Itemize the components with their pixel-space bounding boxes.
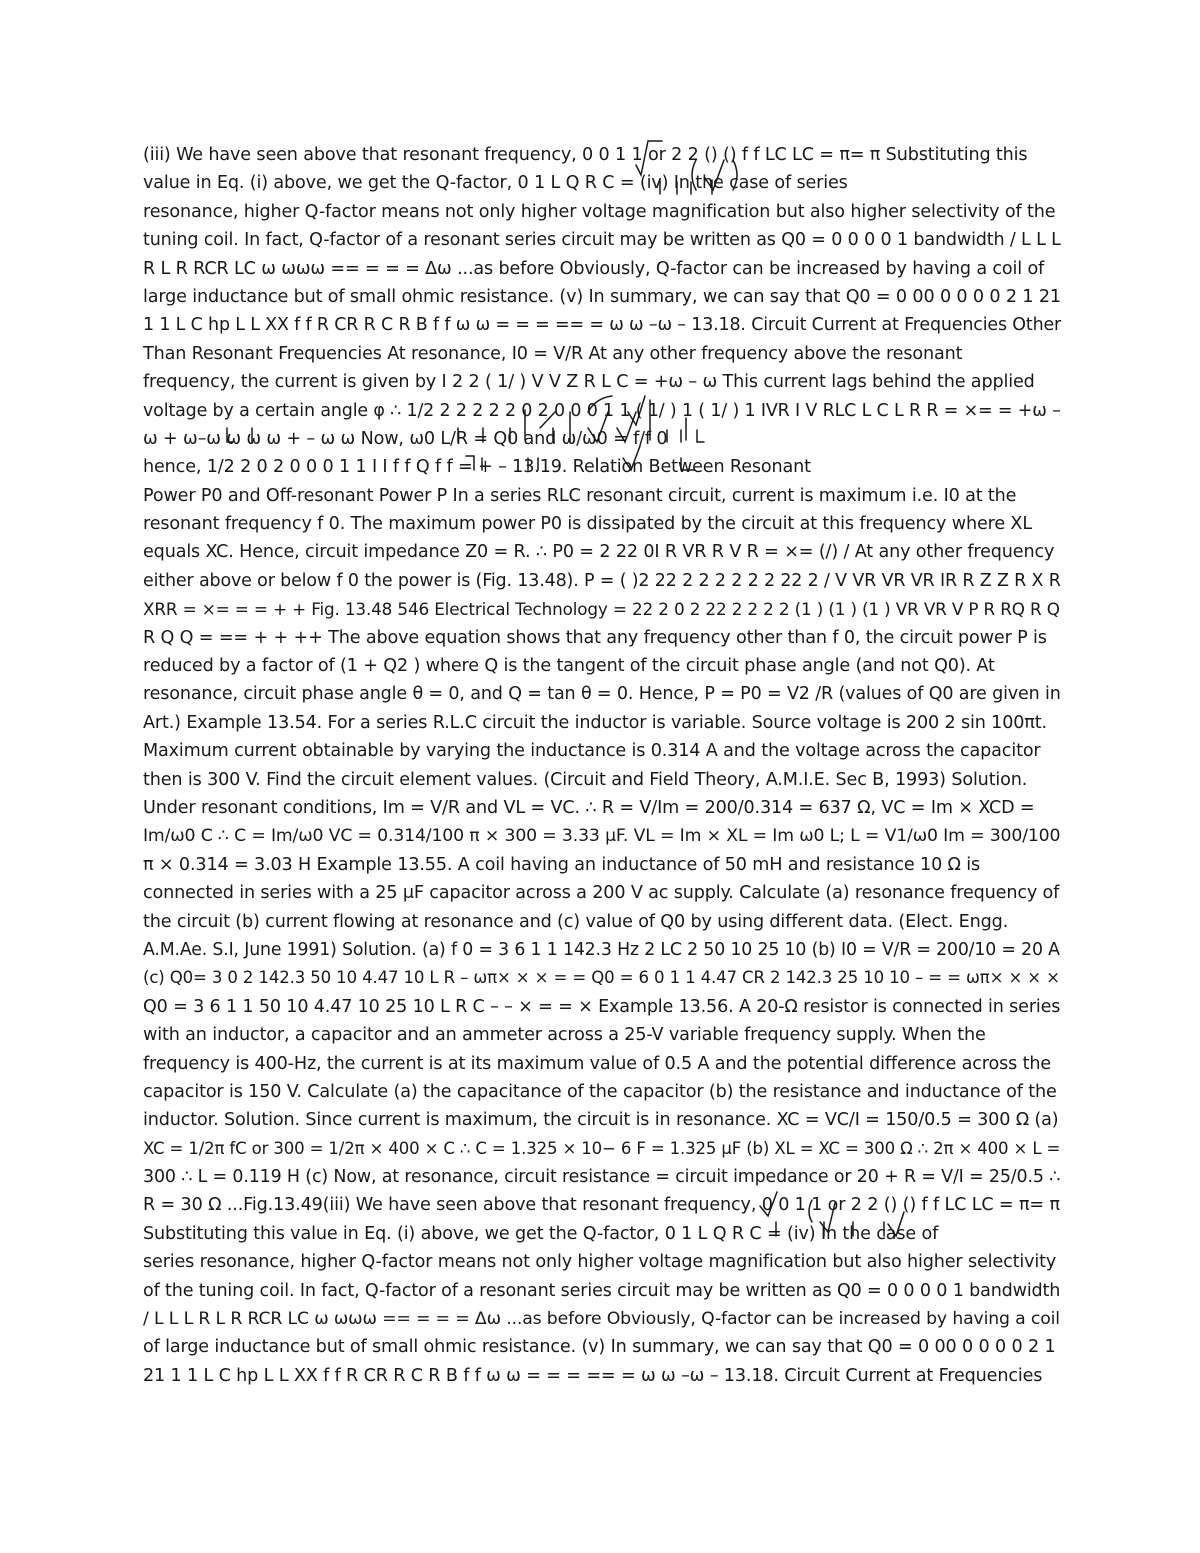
text-line: (iii) We have seen above that resonant frequency, 0 0 1 1 or 2 2 () () f f LC LC = π= π Substituting this bbox=[143, 145, 1028, 165]
text-line: then is 300 V. Find the circuit element values. (Circuit and Field Theory, A.M.I.E. Sec B, 1993) Solution. bbox=[143, 769, 1028, 790]
text-line: resonant frequency f 0. The maximum power P0 is dissipated by the circuit at this frequency where XL bbox=[143, 514, 1032, 535]
text-line: A.M.Ae. S.I, June 1991) Solution. (a) f 0 = 3 6 1 1 142.3 Hz 2 LC 2 50 10 25 10 (b) I0 = V/R = 200/10 = 20 A bbox=[143, 939, 1060, 960]
text-line: Maximum current obtainable by varying the inductance is 0.314 A and the voltage across the capacitor bbox=[143, 741, 1041, 762]
text-line: capacitor is 150 V. Calculate (a) the capacitance of the capacitor (b) the resistance and inductance of the bbox=[143, 1081, 1057, 1102]
text-line: 300 ∴ L = 0.119 H (c) Now, at resonance, circuit resistance = circuit impedance or 20 + R = V/I = 25/0.5 ∴ bbox=[143, 1167, 1061, 1188]
text-line: either above or below f 0 the power is (Fig. 13.48). P = ( )2 22 2 2 2 2 2 2 22 2 / V VR VR VR IR R Z Z R X R bbox=[143, 570, 1061, 591]
text-line: Power P0 and Off-resonant Power P In a series RLC resonant circuit, current is maximum i.e. I0 at the bbox=[143, 485, 1017, 506]
text-line: reduced by a factor of (1 + Q2 ) where Q is the tangent of the circuit phase angle (and not Q0). At bbox=[143, 656, 995, 677]
text-line: Substituting this value in Eq. (i) above, we get the Q-factor, 0 1 L Q R C = (iv) In the case of bbox=[143, 1223, 939, 1244]
text-line: of the tuning coil. In fact, Q-factor of a resonant series circuit may be written as Q0 = 0 0 0 0 1 bandwidth bbox=[143, 1280, 1061, 1301]
text-line: frequency is 400-Hz, the current is at its maximum value of 0.5 A and the potential difference across the bbox=[143, 1053, 1051, 1074]
text-line: series resonance, higher Q-factor means not only higher voltage magnification but also higher selectivity bbox=[143, 1252, 1057, 1273]
text-line: R = 30 Ω ...Fig.13.49(iii) We have seen above that resonant frequency, 0 0 1 1 or 2 2 () () f f LC LC = π= π bbox=[143, 1195, 1060, 1216]
text-line: voltage by a certain angle φ ∴ 1/2 2 2 2 2 2 0 2 0 0 0 1 1 ( 1/ ) 1 ( 1/ ) 1 IVR I V RLC L C L R R = ×= = +ω – bbox=[143, 400, 1061, 421]
text-line: (c) Q0= 3 0 2 142.3 50 10 4.47 10 L R – ωπ× × × = = Q0 = 6 0 1 1 4.47 CR 2 142.3 25 10 10 – = = ωπ× × × × bbox=[143, 968, 1060, 988]
text-line: resonance, higher Q-factor means not only higher voltage magnification but also higher selectivity of the bbox=[143, 201, 1056, 222]
text-line: resonance, circuit phase angle θ = 0, and Q = tan θ = 0. Hence, P = P0 = V2 /R (values of Q0 are given in bbox=[143, 684, 1061, 705]
text-line: R L R RCR LC ω ωωω == = = = Δω ...as before Obviously, Q-factor can be increased by having a coil of bbox=[143, 258, 1045, 279]
text-line: XRR = ×= = = + + Fig. 13.48 546 Electrical Technology = 22 2 0 2 22 2 2 2 2 (1 ) (1 ) (1 ) VR VR V P R RQ R Q bbox=[143, 599, 1060, 620]
text-line: hence, 1/2 2 0 2 0 0 0 1 1 I I f f Q f f = + – 13.19. Relation Between Resonant bbox=[143, 457, 811, 478]
text-line: ω + ω–ω ω ω ω + – ω ω Now, ω0 L/R = Q0 and ω/ω0 = f/f 0 bbox=[143, 428, 668, 449]
text-line: 1 1 L C hp L L XX f f R CR R C R B f f ω ω = = = == = ω ω –ω – 13.18. Circuit Current at Frequencies Other bbox=[143, 315, 1062, 336]
text-line: 21 1 1 L C hp L L XX f f R CR R C R B f f ω ω = = = == = ω ω –ω – 13.18. Circuit Current at Frequencies bbox=[143, 1365, 1043, 1386]
text-line: π × 0.314 = 3.03 H Example 13.55. A coil having an inductance of 50 mH and resistance 10 Ω is bbox=[143, 854, 981, 875]
text-line: Than Resonant Frequencies At resonance, I0 = V/R At any other frequency above the resonant bbox=[143, 343, 963, 364]
text-line: equals XC. Hence, circuit impedance Z0 = R. ∴ P0 = 2 22 0I R VR R V R = ×= (/) / At any other frequency bbox=[143, 542, 1055, 563]
text-line: tuning coil. In fact, Q-factor of a resonant series circuit may be written as Q0 = 0 0 0 0 1 bandwidth / L L L bbox=[143, 230, 1061, 251]
text-line: value in Eq. (i) above, we get the Q-factor, 0 1 L Q R C = (iv) In the case of series bbox=[143, 173, 848, 194]
text-line: XC = 1/2π fC or 300 = 1/2π × 400 × C ∴ C = 1.325 × 10− 6 F = 1.325 μF (b) XL = XC = 300 Ω ∴ 2π × 400 × L = bbox=[143, 1138, 1061, 1158]
text-line: Under resonant conditions, Im = V/R and VL = VC. ∴ R = V/Im = 200/0.314 = 637 Ω, VC = Im × XCD = bbox=[143, 797, 1035, 818]
text-line: Q0 = 3 6 1 1 50 10 4.47 10 25 10 L R C – – × = = × Example 13.56. A 20-Ω resistor is connected in series bbox=[143, 996, 1061, 1017]
text-line: Art.) Example 13.54. For a series R.L.C circuit the inductor is variable. Source voltage is 200 2 sin 100πt. bbox=[143, 712, 1047, 733]
text-line: of large inductance but of small ohmic resistance. (v) In summary, we can say that Q0 = 0 00 0 0 0 0 2 1 bbox=[143, 1337, 1056, 1358]
text-line: inductor. Solution. Since current is maximum, the circuit is in resonance. XC = VC/I = 150/0.5 = 300 Ω (a) bbox=[143, 1110, 1059, 1131]
text-line: / L L L R L R RCR LC ω ωωω == = = = Δω ...as before Obviously, Q-factor can be increased by having a coil bbox=[143, 1309, 1060, 1330]
text-line: R Q Q = == + + ++ The above equation shows that any frequency other than f 0, the circuit power P is bbox=[143, 627, 1047, 648]
text-line: large inductance but of small ohmic resistance. (v) In summary, we can say that Q0 = 0 00 0 0 0 0 2 1 21 bbox=[143, 286, 1061, 307]
text-line: frequency, the current is given by I 2 2 ( 1/ ) V V Z R L C = +ω – ω This current lags behind the applied bbox=[143, 372, 1035, 393]
text-line: the circuit (b) current flowing at resonance and (c) value of Q0 by using different data. (Elect. Engg. bbox=[143, 911, 1009, 932]
text-line: Im/ω0 C ∴ C = Im/ω0 VC = 0.314/100 π × 300 = 3.33 μF. VL = Im × XL = Im ω0 L; L = V1/ω0 Im = 300/100 bbox=[143, 826, 1061, 847]
body-text bbox=[143, 141, 1061, 1390]
text-line: with an inductor, a capacitor and an ammeter across a 25-V variable frequency supply. When the bbox=[143, 1025, 986, 1046]
text-line: connected in series with a 25 μF capacitor across a 200 V ac supply. Calculate (a) resonance frequency of bbox=[143, 883, 1060, 904]
